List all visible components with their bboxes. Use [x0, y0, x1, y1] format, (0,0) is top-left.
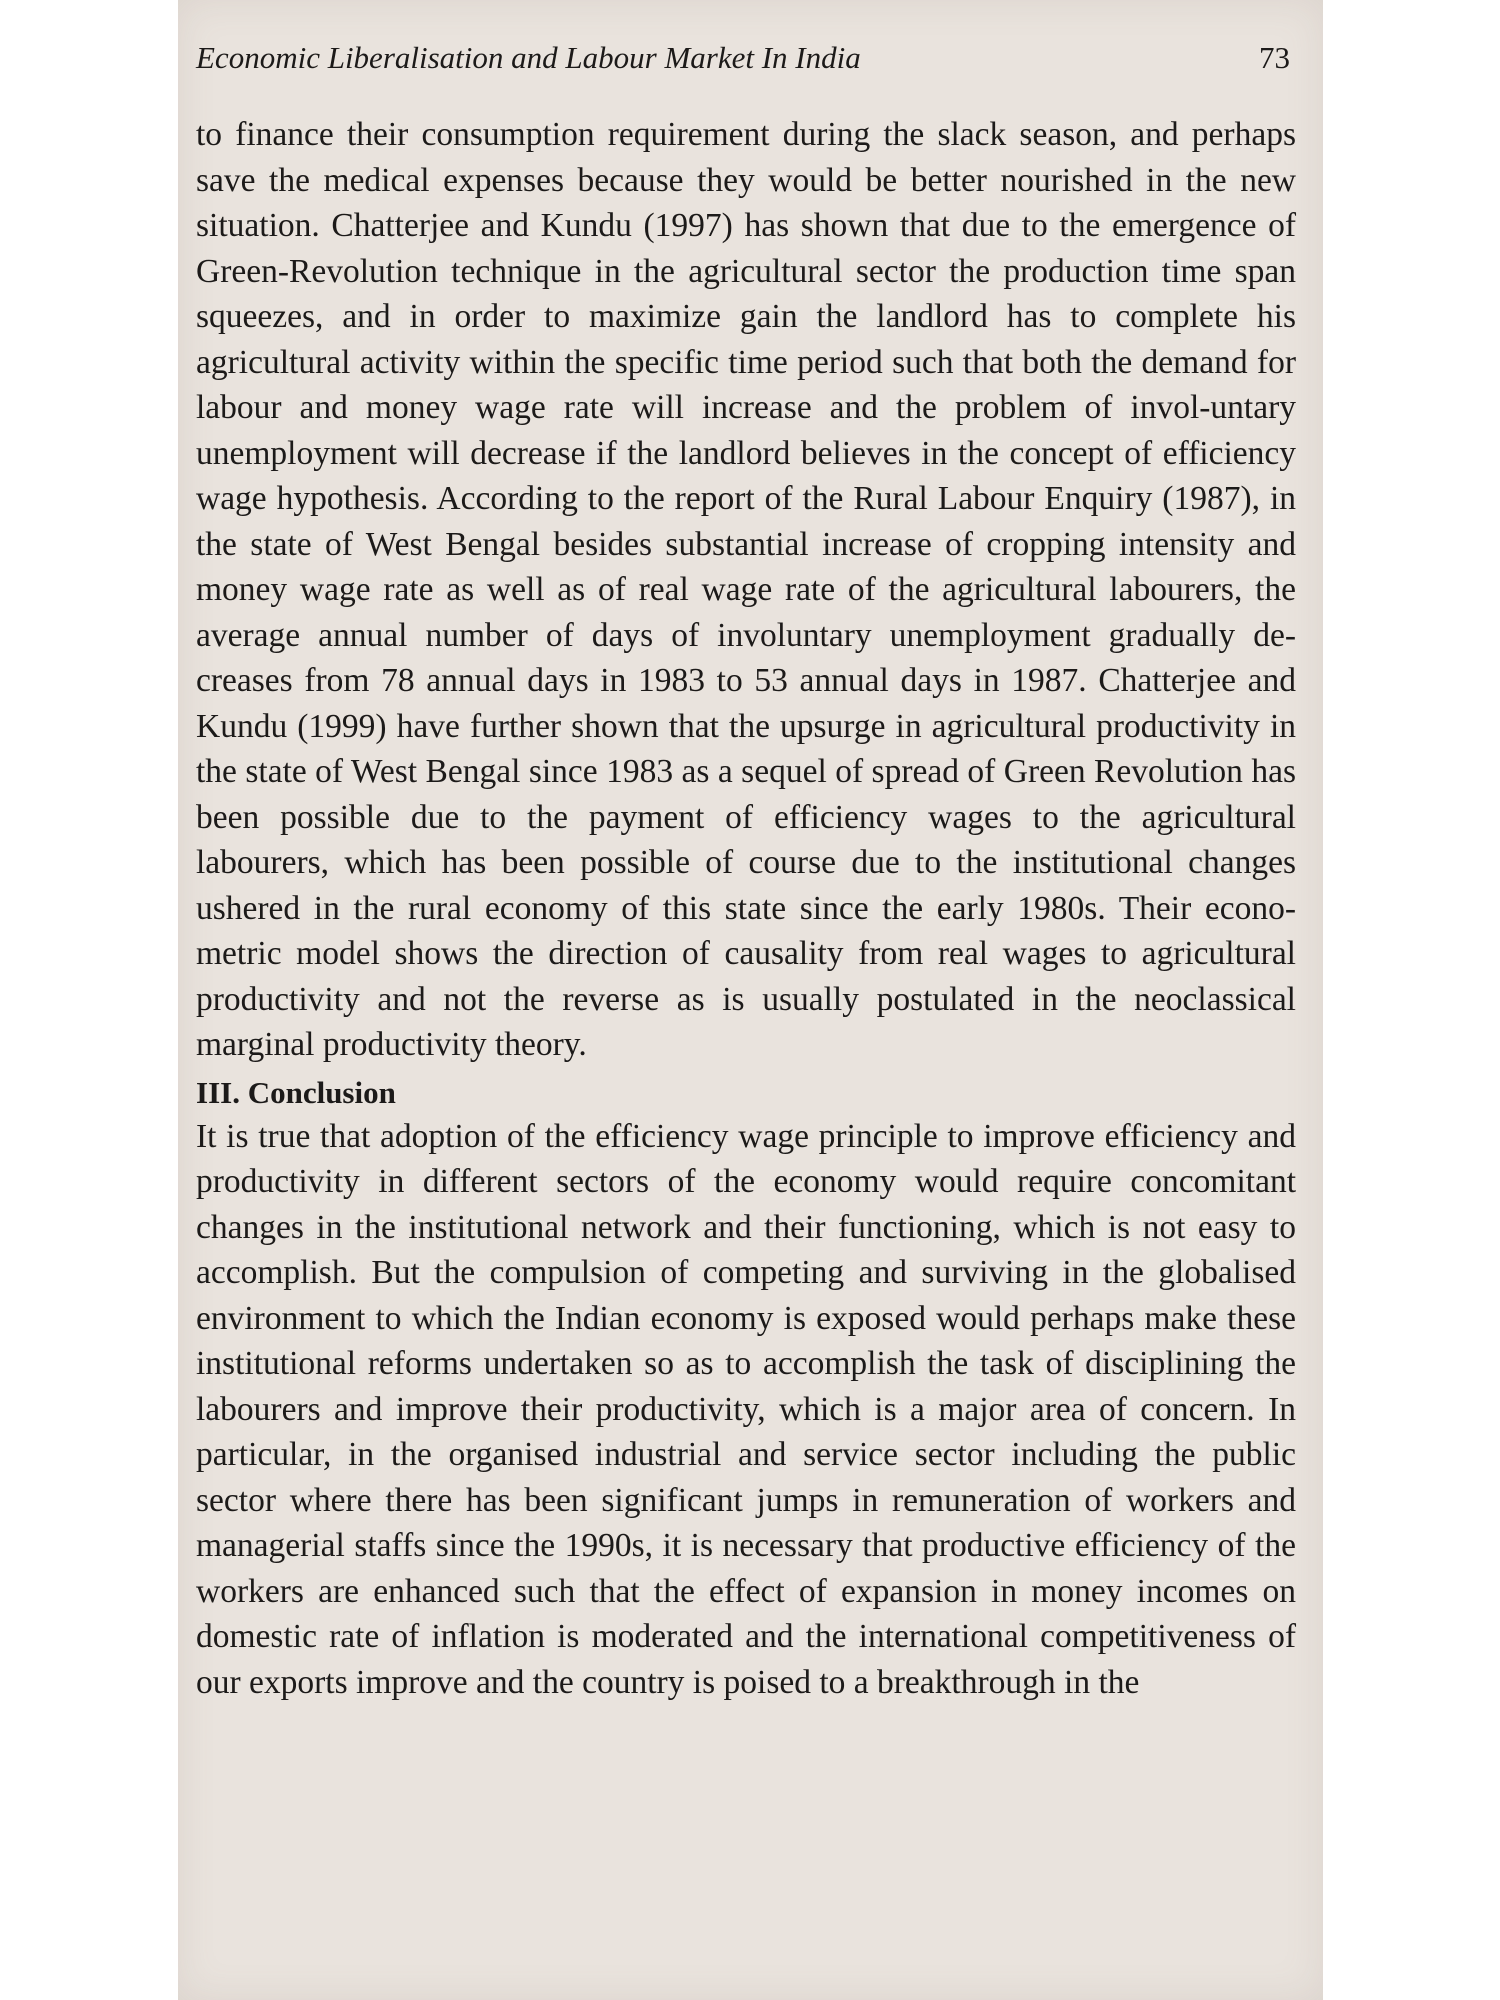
paragraph: It is true that adoption of the efficiency wage principle to improve efficiency and productivity in different sectors of the economy would require concomitant changes in the institutional network and their functioning, which is not easy to accomplish. But the compulsion of competing and surviving in the globalised environment to which the Indian economy is exposed would perhaps make these institutional reforms undertaken so as to accomplish the task of disciplining the labourers and improve their productivity, which is a major area of concern. In particular, in the organised industrial and service sector including the public sector where there has been significant jumps in remuneration of workers and managerial staffs since the 1990s, it is necessary that productive efficiency of the workers are enhanced such that the effect of expansion in money incomes on domestic rate of inflation is moderated and the international competitiveness of our exports improve and the country is poised to a breakthrough in the [196, 1117, 1296, 1701]
body-text [196, 112, 1296, 1705]
running-title: Economic Liberalisation and Labour Market In India [196, 40, 861, 75]
running-header [196, 40, 1290, 88]
section-heading: III. Conclusion [196, 1074, 396, 1110]
page-number: 73 [1259, 40, 1290, 75]
book-page [196, 40, 1296, 1705]
paragraph: to finance their consumption requirement during the slack season, and perhaps save the medical expenses because they would be better nourished in the new situation. Chatterjee and Kundu (1997) has shown that due to the emergence of Green-Revolution technique in the agricultural sector the production time span squeezes, and in order to maximize gain the landlord has to complete his agricultural activity within the specific time period such that both the demand for labour and money wage rate will increase and the problem of invol-untary unemployment will decrease if the landlord believes in the concept of efficiency wage hypothesis. According to the report of the Rural Labour Enquiry (1987), in the state of West Bengal besides substantial increase of cropping intensity and money wage rate as well as of real wage rate of the agricultural labourers, the average annual number of days of involuntary unemployment gradually de-creases from 78 annual days in 1983 to 53 annual days in 1987. Chatterjee and Kundu (1999) have further shown that the upsurge in agricultural productivity in the state of West Bengal since 1983 as a sequel of spread of Green Revolution has been possible due to the payment of efficiency wages to the agricultural labourers, which has been possible of course due to the institutional changes ushered in the rural economy of this state since the early 1980s. Their econo-metric model shows the direction of causality from real wages to agricultural productivity and not the reverse as is usually postulated in the neoclassical marginal productivity theory. [196, 116, 1296, 1063]
